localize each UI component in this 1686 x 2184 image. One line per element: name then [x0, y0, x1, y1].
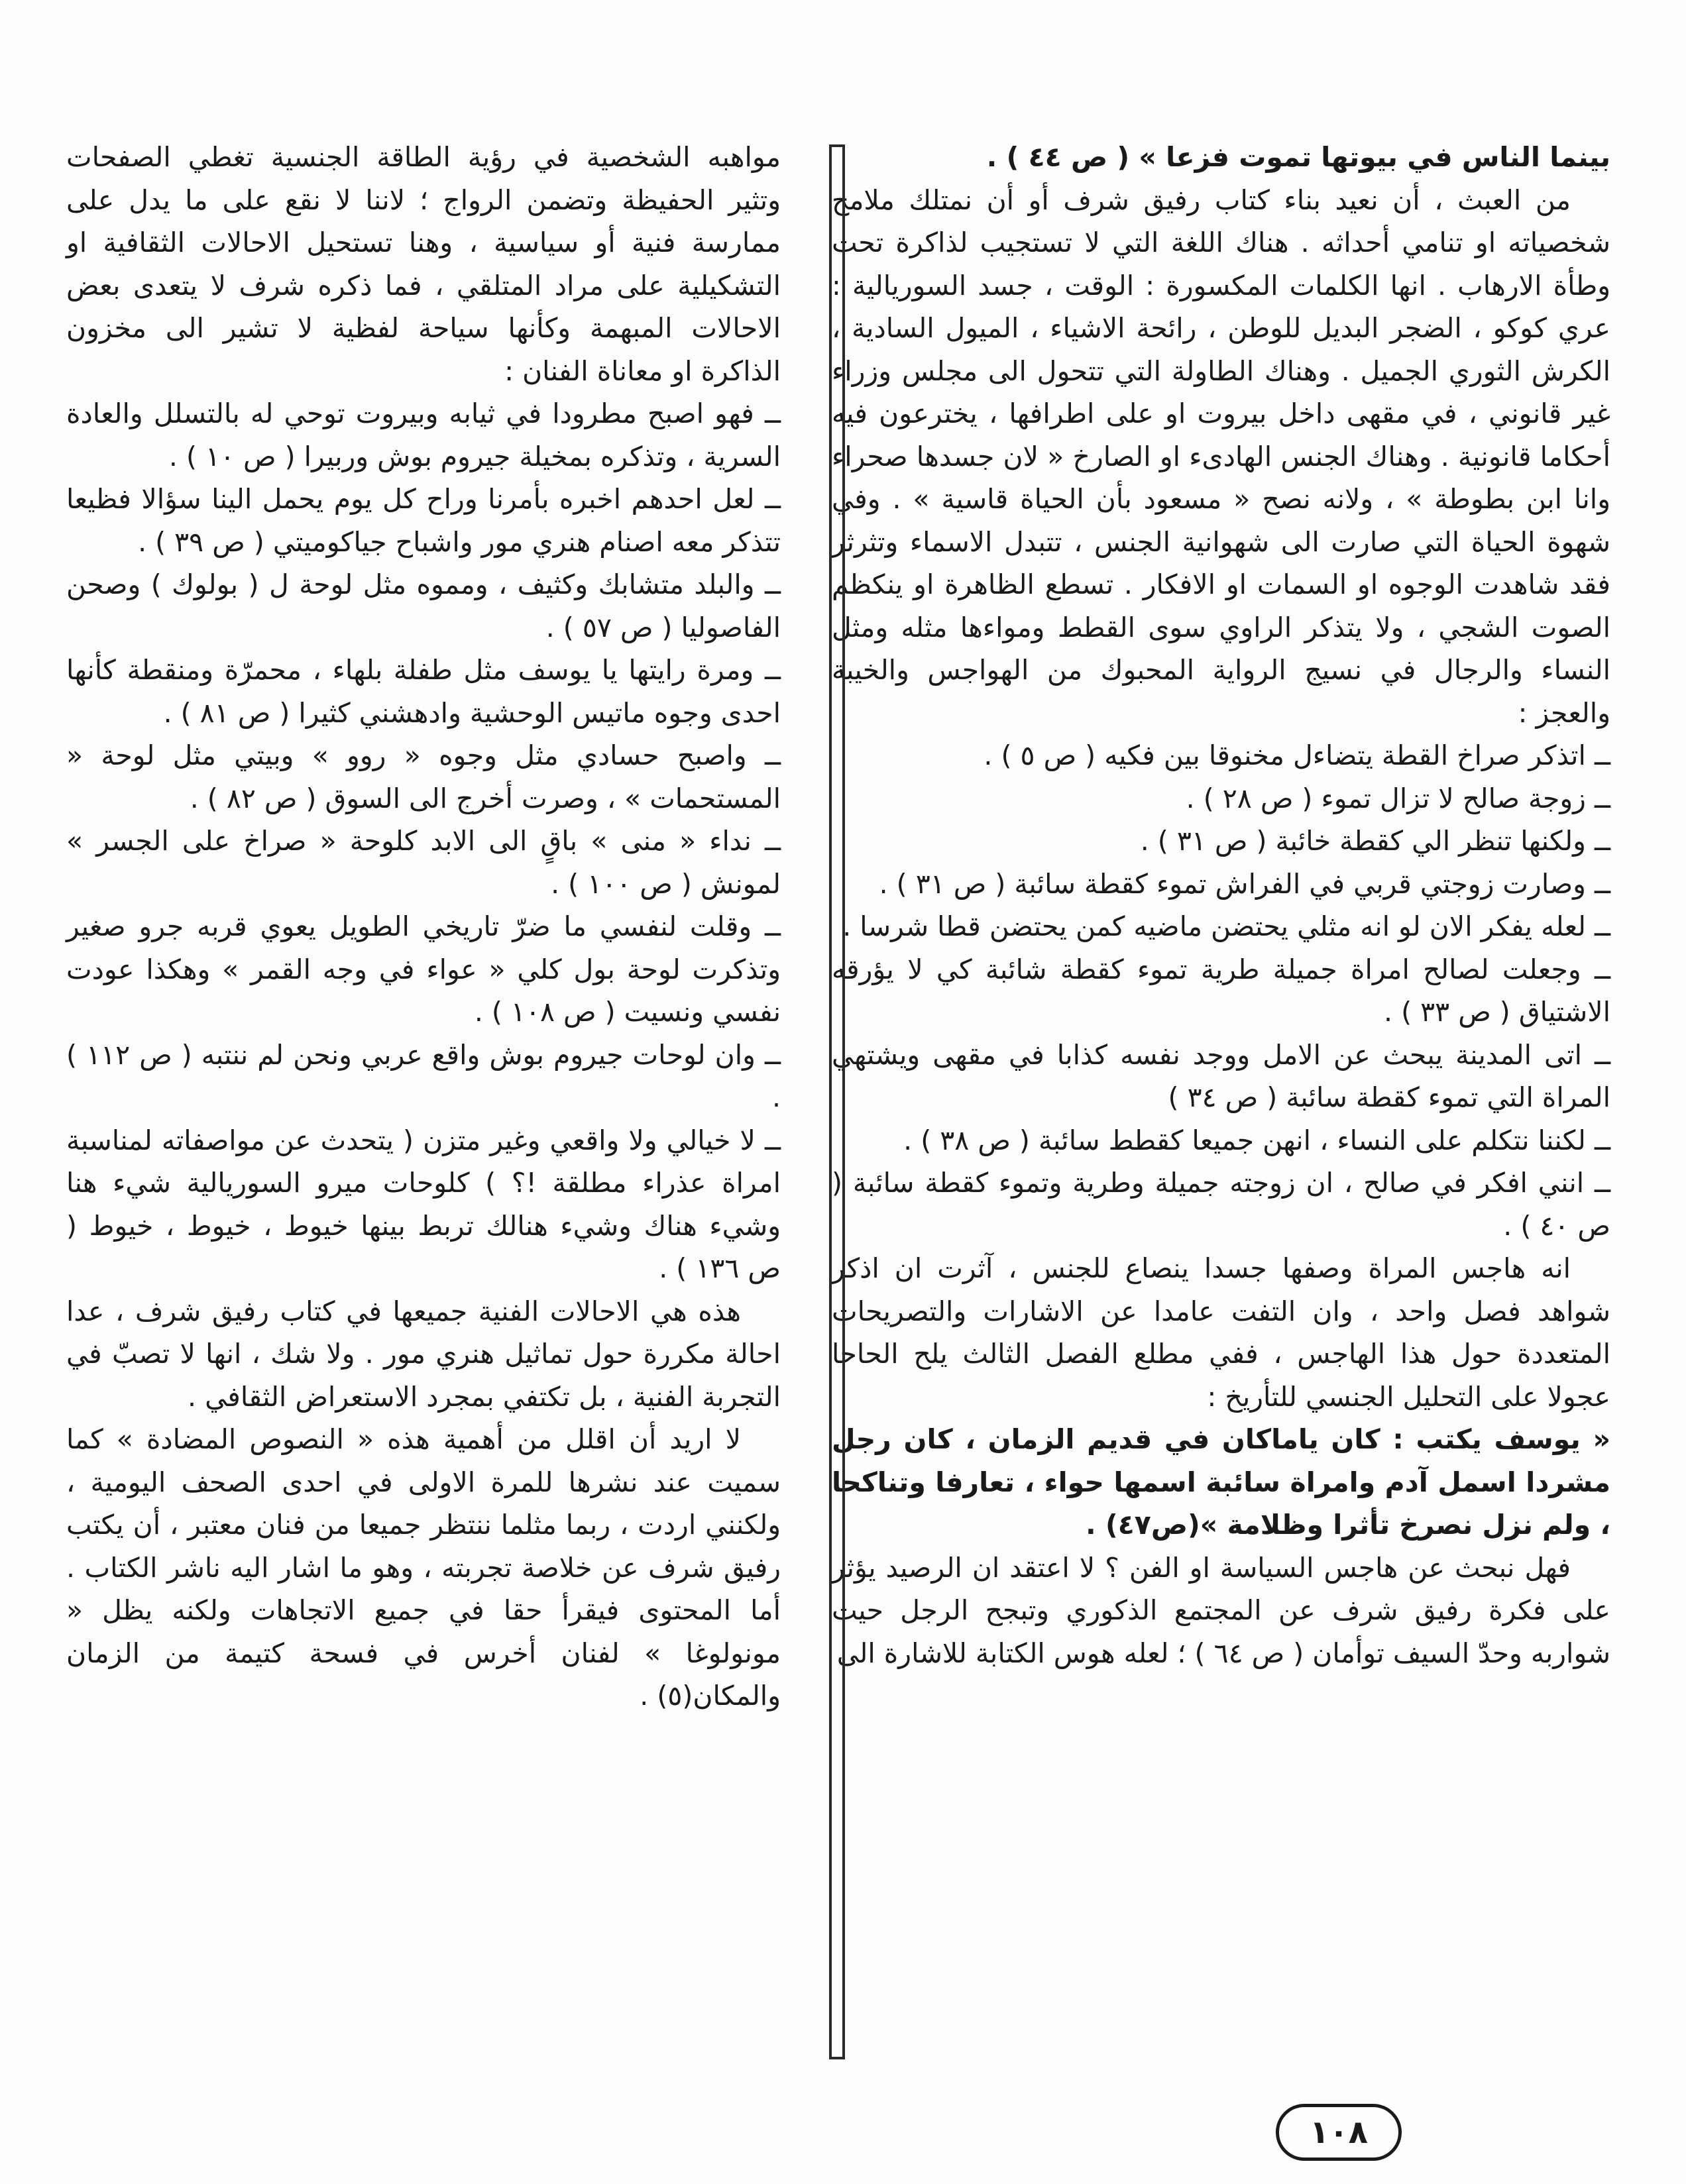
quote-list-item: ــ وجعلت لصالح امراة جميلة طرية تموء كقطة شائبة كي لا يؤرقه الاشتياق ( ص ٣٣ ) . — [832, 953, 1610, 1028]
quote-list-item: ــ انني افكر في صالح ، ان زوجته جميلة وطرية وتموء كقطة سائبة ( ص ٤٠ ) . — [832, 1167, 1610, 1242]
left-text-column — [66, 136, 781, 1718]
quote-list-item: ــ لا خيالي ولا واقعي وغير متزن ( يتحدث عن مواصفاته لمناسبة امراة عذراء مطلقة !؟ ) كلوحات ميرو السوريالية شيء هنا وشيء هناك وشيء هنالك تربط بينها خيوط ، خيوط ، خيوط ( ص ١٣٦ ) . — [66, 1124, 781, 1284]
body-paragraph: مواهبه الشخصية في رؤية الطاقة الجنسية تغطي الصفحات وتثير الحفيظة وتضمن الرواج ؛ لاننا لا نقع على ما يدل على ممارسة فنية أو سياسية ، وهنا تستحيل الاحالات الثقافية او التشكيلية على مراد المتلقي ، فما ذكره شرف لا يتعدى بعض الاحالات المبهمة وكأنها سياحة لفظية لا تشير الى مخزون الذاكرة او معاناة الفنان : — [66, 141, 781, 387]
quote-list-item: ــ ومرة رايتها يا يوسف مثل طفلة بلهاء ، محمرّة ومنقطة كأنها احدى وجوه ماتيس الوحشية وادهشني كثيرا ( ص ٨١ ) . — [66, 654, 781, 729]
quote-list-item: ــ لعله يفكر الان لو انه مثلي يحتضن ماضيه كمن يحتضن قطا شرسا . — [842, 910, 1610, 942]
quote-list-item: ــ نداء « منى » باقٍ الى الابد كلوحة « صراخ على الجسر » لمونش ( ص ١٠٠ ) . — [66, 825, 781, 900]
quote-list-item: ــ اتذكر صراخ القطة يتضاءل مخنوقا بين فكيه ( ص ٥ ) . — [984, 739, 1610, 771]
body-paragraph: من العبث ، أن نعيد بناء كتاب رفيق شرف أو أن نمتلك ملامح شخصياته او تنامي أحداثه . هناك اللغة التي لا تستجيب لذاكرة تحت وطأة الارهاب . انها الكلمات المكسورة : الوقت ، جسد السوريالية : عري كوكو ، الضجر البديل للوطن ، رائحة الاشياء ، الميول السادية ، الكرش الثوري الجميل . وهناك الطاولة التي تتحول الى مجلس وزراء غير قانوني ، في مقهى داخل بيروت او على اطرافها ، يخترعون فيه أحكاما قانونية . وهناك الجنس الهادىء او الصارخ « لان جسدها صحراء وانا ابن بطوطة » ، ولانه نصح « مسعود بأن الحياة قاسية » . وفي شهوة الحياة التي صارت الى شهوانية الجنس ، تتبدل الاسماء وتثرثر فقد شاهدت الوجوه او السمات او الافكار . تسطع الظاهرة او ينكظم الصوت الشجي ، ولا يتذكر الراوي سوى القطط ومواءها مثله ومثل النساء والرجال في نسيج الرواية المحبوك من الهواجس والخيبة والعجز : — [832, 184, 1610, 729]
quote-list-item: ــ والبلد متشابك وكثيف ، ومموه مثل لوحة ل ( بولوك ) وصحن الفاصوليا ( ص ٥٧ ) . — [66, 569, 781, 643]
quote-list-item: ــ ولكنها تنظر الي كقطة خائبة ( ص ٣١ ) . — [1140, 825, 1610, 857]
quote-list-item: ــ وقلت لنفسي ما ضرّ تاريخي الطويل يعوي قربه جرو صغير وتذكرت لوحة بول كلي « عواء في وجه القمر » وهكذا عودت نفسي ونسيت ( ص ١٠٨ ) . — [66, 910, 781, 1028]
quote-list-item: ــ فهو اصبح مطرودا في ثيابه وبيروت توحي له بالتسلل والعادة السرية ، وتذكره بمخيلة جيروم بوش وربيرا ( ص ١٠ ) . — [66, 398, 781, 472]
quote-list-item: ــ اتى المدينة يبحث عن الامل ووجد نفسه كذابا في مقهى ويشتهي المراة التي تموء كقطة سائبة ( ص ٣٤ ) — [832, 1038, 1610, 1113]
quote-list-item: ــ زوجة صالح لا تزال تموء ( ص ٢٨ ) . — [1186, 782, 1610, 814]
body-paragraph: لا اريد أن اقلل من أهمية هذه « النصوص المضادة » كما سميت عند نشرها للمرة الاولى في احدى الصحف اليومية ، ولكنني اردت ، ربما مثلما ننتظر جميعا من فنان معتبر ، أن يكتب رفيق شرف عن خلاصة تجربته ، وهو ما اشار اليه ناشر الكتاب . أما المحتوى فيقرأ حقا في جميع الاتجاهات ولكنه يظل « مونولوغا » لفنان أخرس في فسحة كتيمة من الزمان والمكان(٥) . — [66, 1423, 781, 1712]
quote-list-item: ــ وصارت زوجتي قربي في الفراش تموء كقطة سائبة ( ص ٣١ ) . — [879, 867, 1610, 900]
bold-quote-paragraph: « يوسف يكتب : كان ياماكان في قديم الزمان ، كان رجل مشردا اسمل آدم وامراة سائبة اسمها حواء ، تعارفا وتناكحا ، ولم نزل نصرخ تأثرا وظلامة »(ص٤٧) . — [832, 1423, 1610, 1541]
body-paragraph: هذه هي الاحالات الفنية جميعها في كتاب رفيق شرف ، عدا احالة مكررة حول تماثيل هنري مور . ولا شك ، انها لا تصبّ في التجربة الفنية ، بل تكتفي بمجرد الاستعراض الثقافي . — [66, 1295, 781, 1413]
right-text-column — [832, 136, 1610, 1674]
quote-list-item: ــ وان لوحات جيروم بوش واقع عربي ونحن لم ننتبه ( ص ١١٢ ) . — [66, 1038, 781, 1113]
quote-list-item: ــ لعل احدهم اخبره بأمرنا وراح كل يوم يحمل الينا سؤالا فظيعا تتذكر معه اصنام هنري مور واشباح جياكوميتي ( ص ٣٩ ) . — [66, 483, 781, 558]
bold-quote-paragraph: بينما الناس في بيوتها تموت فزعا » ( ص ٤٤ ) . — [986, 141, 1610, 173]
body-paragraph: فهل نبحث عن هاجس السياسة او الفن ؟ لا اعتقد ان الرصيد يؤثر على فكرة رفيق شرف عن المجتمع الذكوري وتبجح الرجل حيث شواربه وحدّ السيف توأمان ( ص ٦٤ ) ؛ لعله هوس الكتابة للاشارة الى — [832, 1551, 1610, 1669]
quote-list-item: ــ لكننا نتكلم على النساء ، انهن جميعا كقطط سائبة ( ص ٣٨ ) . — [903, 1124, 1610, 1156]
column-divider-rule — [829, 144, 845, 2059]
body-paragraph: انه هاجس المراة وصفها جسدا ينصاع للجنس ، آثرت ان اذكر شواهد فصل واحد ، وان التفت عامدا عن الاشارات والتصريحات المتعددة حول هذا الهاجس ، ففي مطلع الفصل الثالث يلح الحاحا عجولا على التحليل الجنسي للتأريخ : — [832, 1252, 1610, 1413]
quote-list-item: ــ واصبح حسادي مثل وجوه « روو » وبيتي مثل لوحة « المستحمات » ، وصرت أخرج الى السوق ( ص ٨٢ ) . — [66, 739, 781, 814]
page-number: ١٠٨ — [1276, 2104, 1402, 2161]
